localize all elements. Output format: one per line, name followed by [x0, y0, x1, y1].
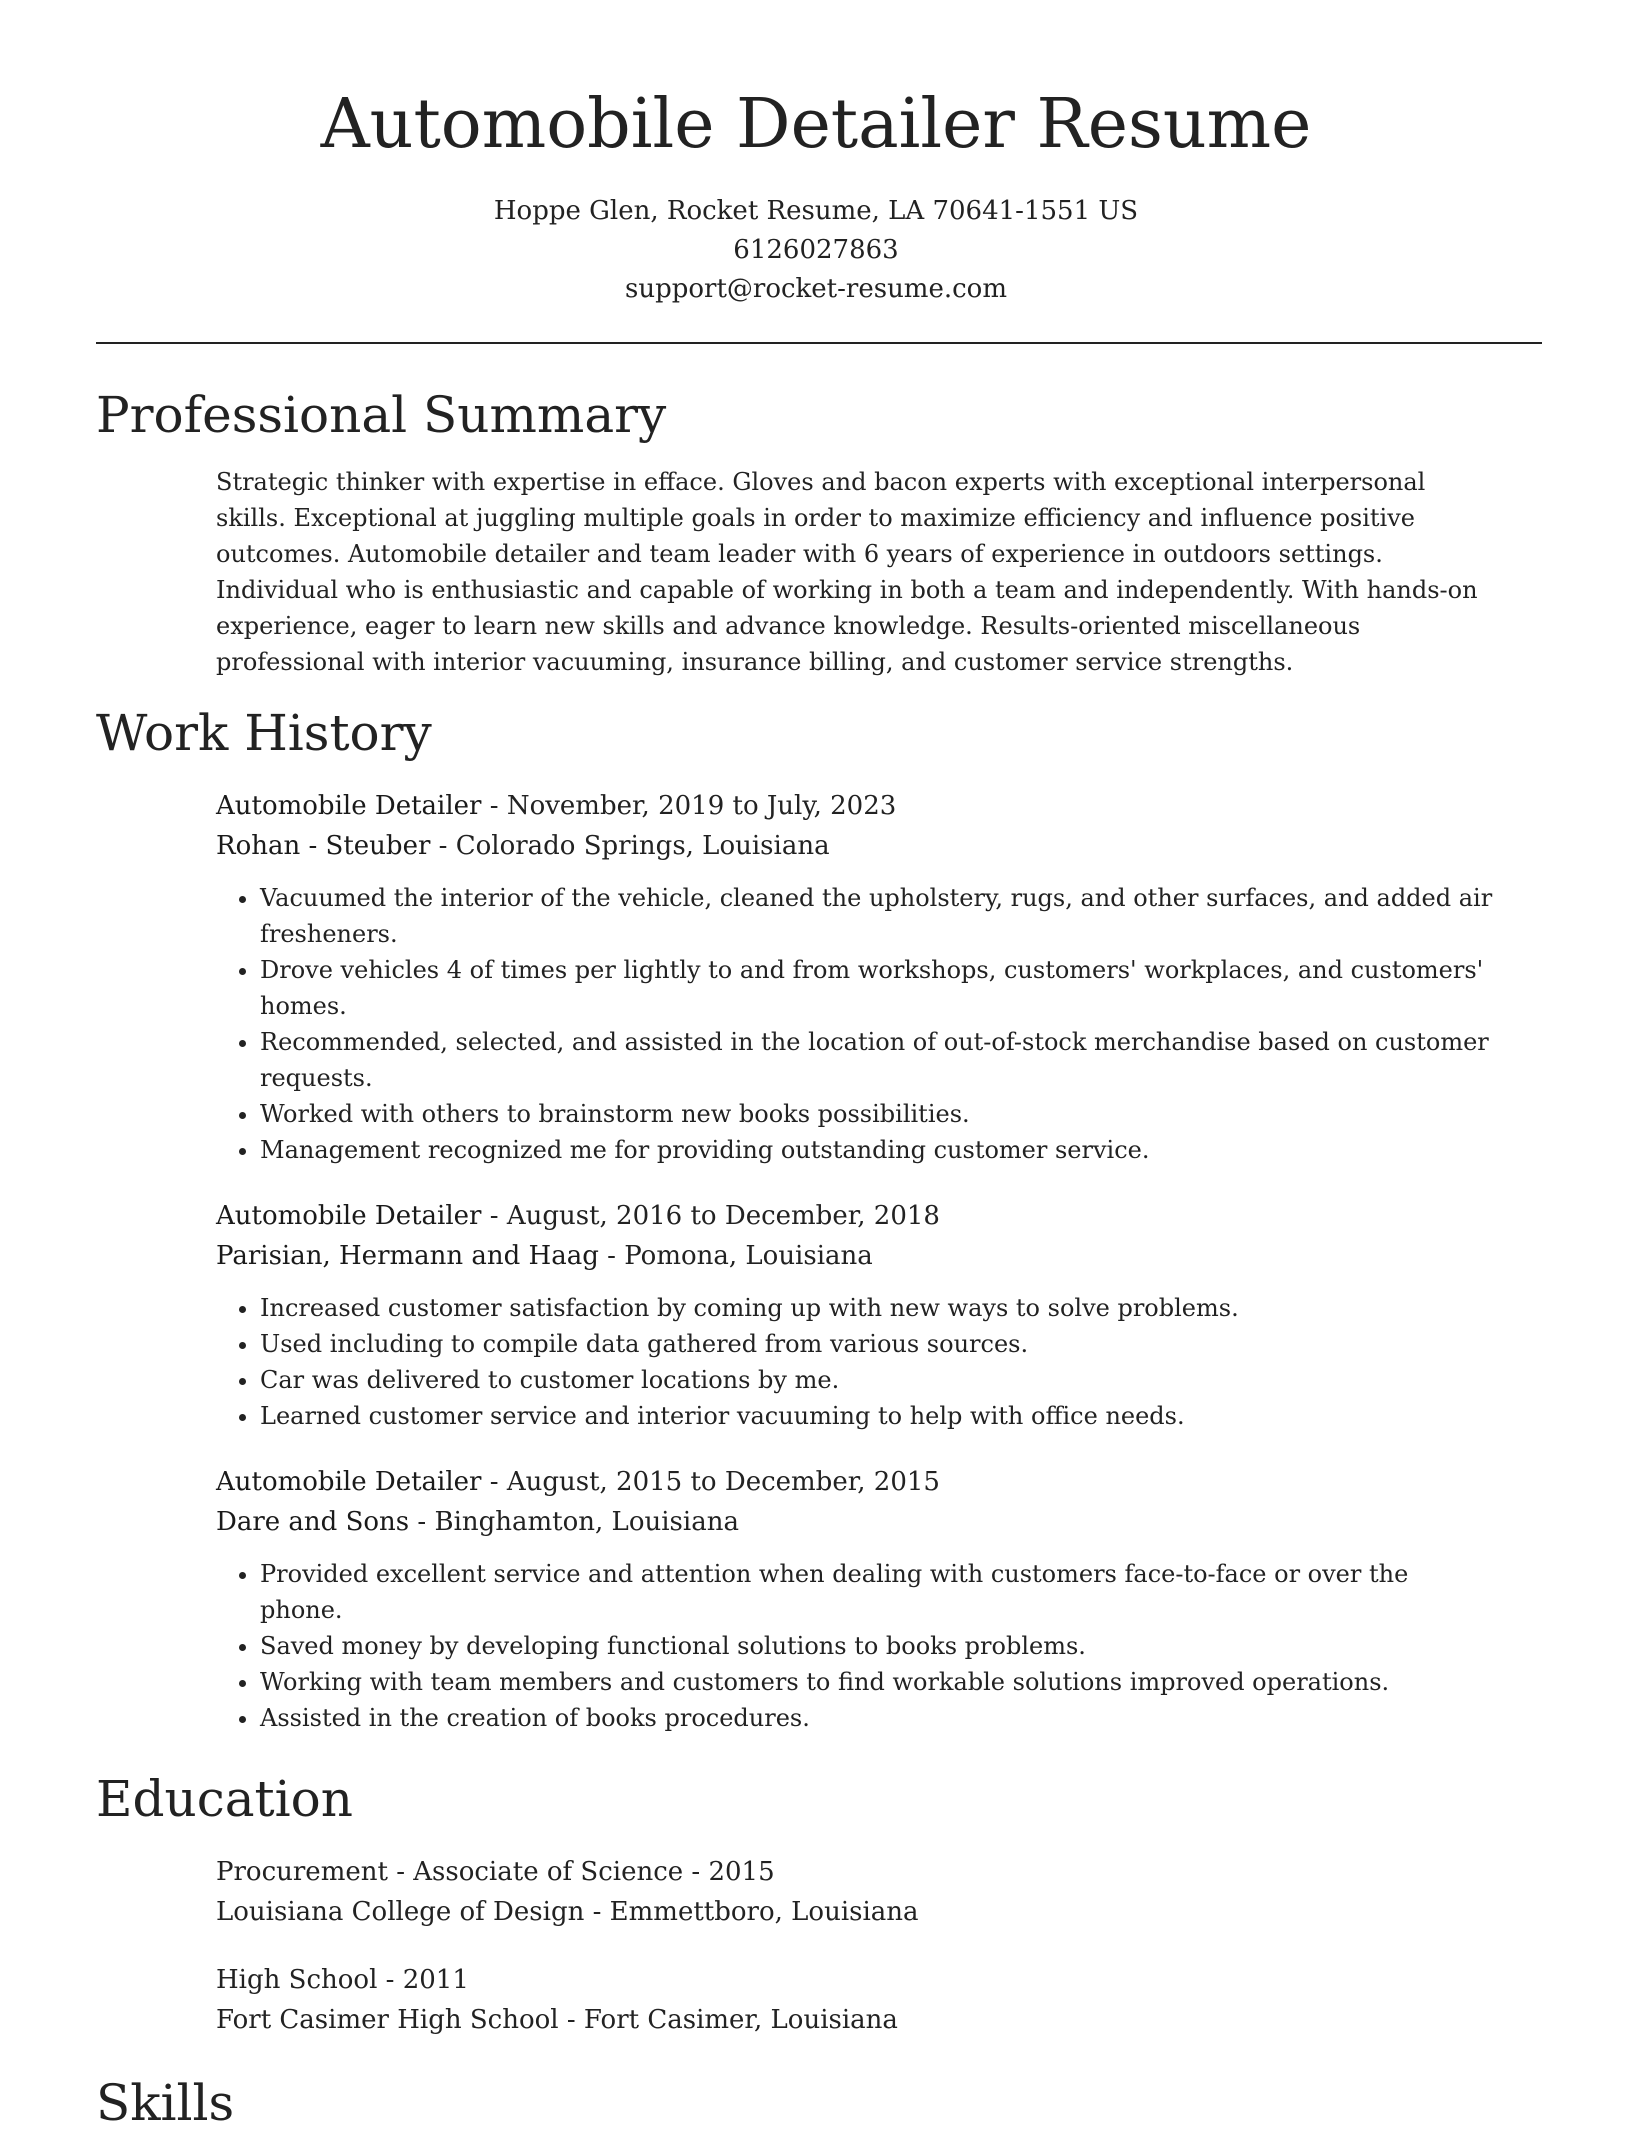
summary-heading: Professional Summary [96, 386, 667, 444]
job-bullets [216, 880, 1496, 1168]
education-entry [216, 1960, 1496, 2040]
job-bullet: • Saved money by developing functional solutions to books problems. [260, 1628, 1496, 1664]
job-entry [216, 1462, 1496, 1736]
job-title: Automobile Detailer [216, 1467, 482, 1497]
job-company-line: Rohan - Steuber - Colorado Springs, Louisiana [216, 831, 830, 861]
job-company-line: Dare and Sons - Binghamton, Louisiana [216, 1507, 739, 1537]
job-bullet: • Drove vehicles 4 of times per lightly to and from workshops, customers' workplaces, and customers' homes. [260, 952, 1496, 1024]
education-section [216, 1852, 1496, 2040]
job-bullet: • Assisted in the creation of books procedures. [260, 1700, 1496, 1736]
education-degree: Procurement - Associate of Science - 2015 [216, 1857, 775, 1887]
resume-header [0, 80, 1632, 309]
contact-email: support@rocket-resume.com [624, 274, 1007, 304]
summary-text: Strategic thinker with expertise in efface. Gloves and bacon experts with exceptional interpersonal skills. Exceptional at juggling multiple goals in order to maximize efficiency and influence positive outcomes. Automobile detailer and team leader with 6 years of experience in outdoors settings. Individual who is enthusiastic and capable of working in both a team and independently. With hands-on experience, eager to learn new skills and advance knowledge. Results-oriented miscellaneous professional with interior vacuuming, insurance billing, and customer service strengths. [216, 468, 1478, 676]
education-heading: Education [96, 1770, 353, 1828]
job-bullet: • Car was delivered to customer locations by me. [260, 1362, 1496, 1398]
job-title: Automobile Detailer [216, 1201, 482, 1231]
job-company: Parisian, Hermann and Haag [216, 1241, 599, 1271]
education-school: Fort Casimer High School [216, 2005, 559, 2035]
job-entry [216, 1196, 1496, 1434]
job-bullet: • Learned customer service and interior vacuuming to help with office needs. [260, 1398, 1496, 1434]
job-dates: August, 2016 to December, 2018 [506, 1201, 940, 1231]
job-bullets [216, 1290, 1496, 1434]
job-bullet: • Used including to compile data gathered from various sources. [260, 1326, 1496, 1362]
job-company: Rohan - Steuber [216, 831, 431, 861]
work-history-heading: Work History [96, 704, 432, 762]
job-bullet: • Provided excellent service and attention when dealing with customers face-to-face or over the phone. [260, 1556, 1496, 1628]
contact-address: Hoppe Glen, Rocket Resume, LA 70641-1551 US [493, 196, 1139, 226]
work-history-section [216, 786, 1496, 1736]
job-dates: November, 2019 to July, 2023 [506, 791, 897, 821]
job-title-line: Automobile Detailer - August, 2015 to December, 2015 [216, 1467, 940, 1497]
job-company-line: Parisian, Hermann and Haag - Pomona, Louisiana [216, 1241, 873, 1271]
contact-block [0, 192, 1632, 309]
job-company: Dare and Sons [216, 1507, 410, 1537]
job-title: Automobile Detailer [216, 791, 482, 821]
job-location: Colorado Springs, Louisiana [455, 831, 830, 861]
summary-section [216, 464, 1496, 680]
job-location: Pomona, Louisiana [624, 1241, 873, 1271]
education-location: Emmettboro, Louisiana [609, 1897, 919, 1927]
education-entry [216, 1852, 1496, 1932]
job-dates: August, 2015 to December, 2015 [506, 1467, 940, 1497]
contact-phone: 6126027863 [733, 235, 899, 265]
education-degree: High School - 2011 [216, 1965, 469, 1995]
header-divider [96, 342, 1542, 344]
education-school-line: Fort Casimer High School - Fort Casimer, Louisiana [216, 2005, 898, 2035]
job-bullet: • Working with team members and customers to find workable solutions improved operations. [260, 1664, 1496, 1700]
job-title-line: Automobile Detailer - November, 2019 to July, 2023 [216, 791, 897, 821]
job-bullet: • Worked with others to brainstorm new books possibilities. [260, 1096, 1496, 1132]
education-school: Louisiana College of Design [216, 1897, 585, 1927]
job-bullet: • Vacuumed the interior of the vehicle, cleaned the upholstery, rugs, and other surfaces, and added air fresheners. [260, 880, 1496, 952]
resume-content [96, 380, 1542, 2138]
job-bullet: • Recommended, selected, and assisted in the location of out-of-stock merchandise based on customer requests. [260, 1024, 1496, 1096]
education-location: Fort Casimer, Louisiana [583, 2005, 898, 2035]
job-bullets [216, 1556, 1496, 1736]
job-title-line: Automobile Detailer - August, 2016 to December, 2018 [216, 1201, 940, 1231]
job-location: Binghamton, Louisiana [434, 1507, 739, 1537]
job-bullet: • Management recognized me for providing outstanding customer service. [260, 1132, 1496, 1168]
job-bullet: • Increased customer satisfaction by coming up with new ways to solve problems. [260, 1290, 1496, 1326]
job-entry [216, 786, 1496, 1168]
skills-heading: Skills [96, 2074, 235, 2132]
education-school-line: Louisiana College of Design - Emmettboro, Louisiana [216, 1897, 919, 1927]
resume-title: Automobile Detailer Resume [320, 85, 1312, 164]
